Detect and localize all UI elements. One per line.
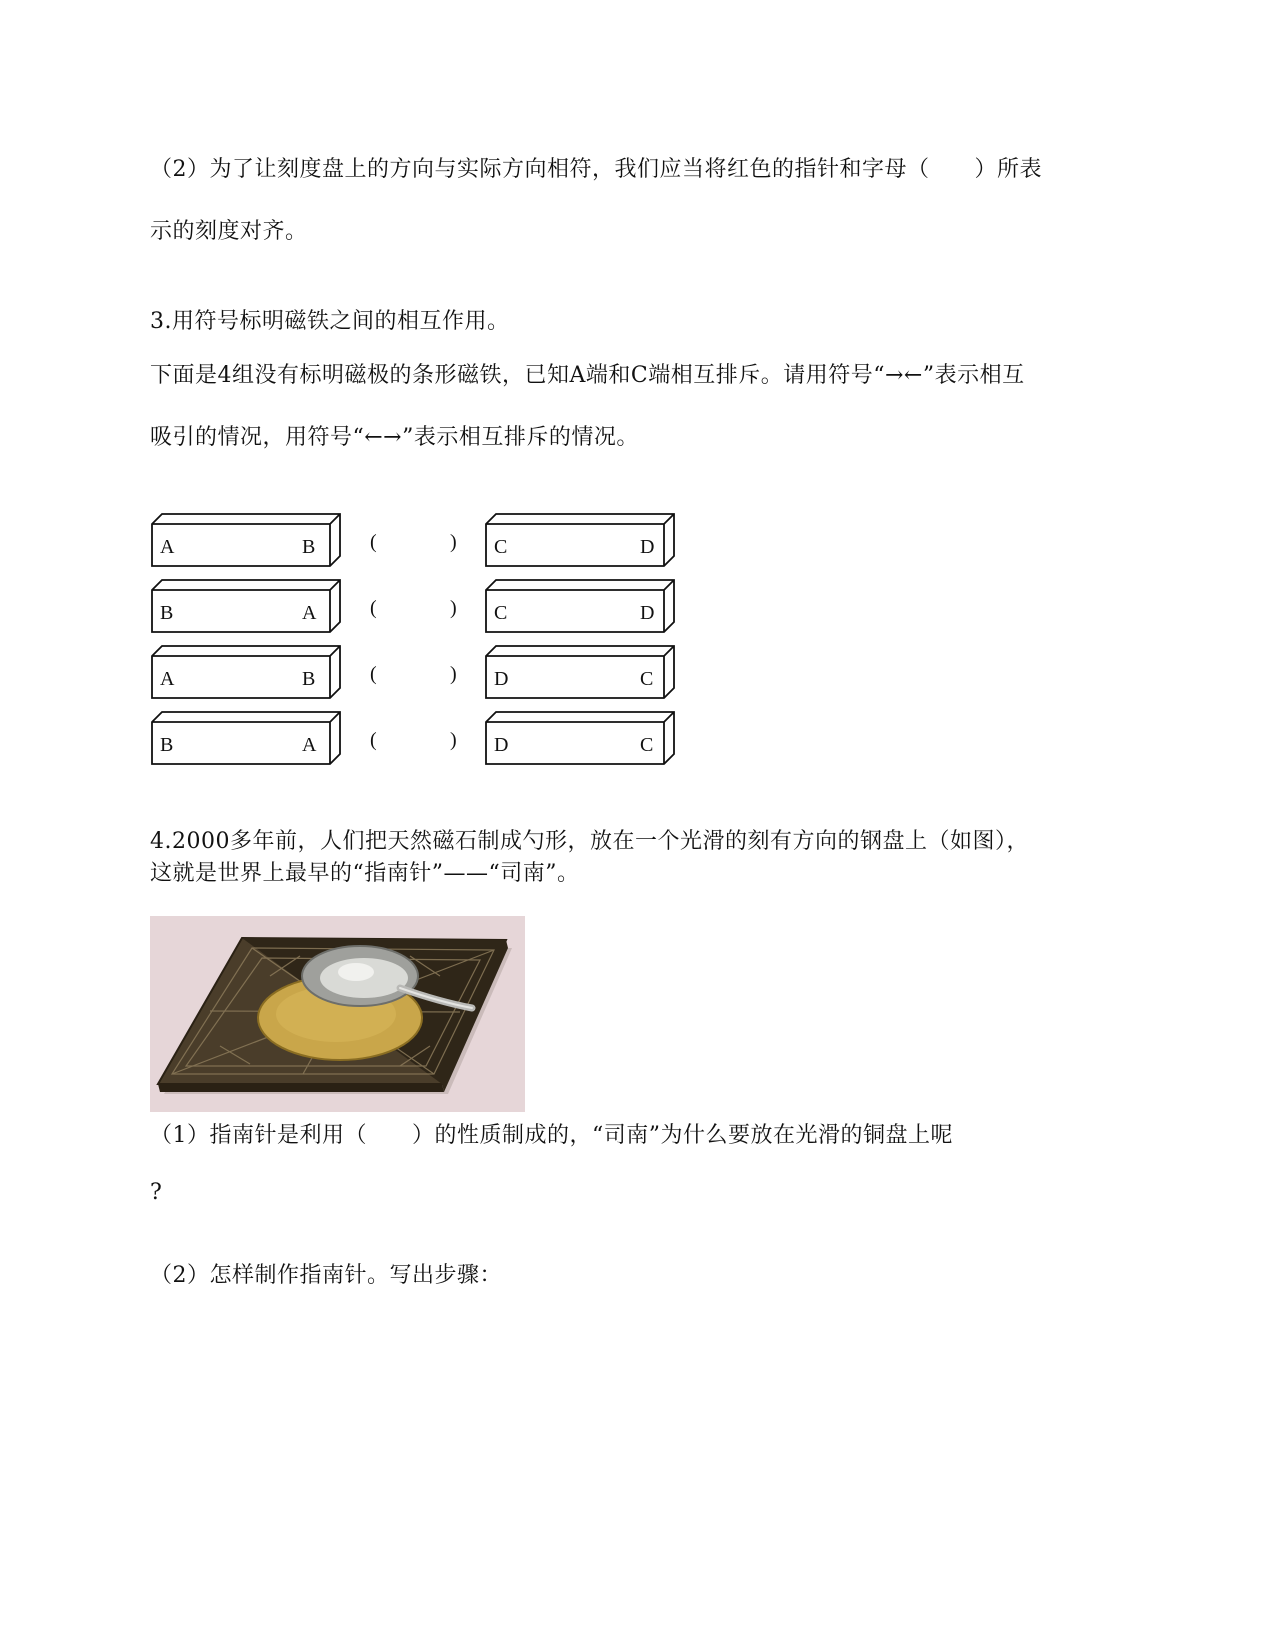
magnet-label: D [494, 668, 509, 690]
answer-paren-close: ) [450, 597, 457, 619]
q3-instruction-line1: 下面是4组没有标明磁极的条形磁铁，已知A端和C端相互排斥。请用符号“→←”表示相互 [150, 363, 1025, 388]
q4-part2: （2）怎样制作指南针。写出步骤： [150, 1263, 502, 1288]
answer-paren-open: ( [370, 663, 377, 685]
magnet-label: C [494, 602, 508, 624]
magnet-label: A [302, 734, 317, 756]
magnet-label: D [640, 602, 655, 624]
magnet-row-3 [152, 646, 674, 698]
answer-paren-close: ) [450, 531, 457, 553]
answer-paren-close: ) [450, 729, 457, 751]
answer-paren-open: ( [370, 531, 377, 553]
answer-paren-open: ( [370, 597, 377, 619]
answer-paren-open: ( [370, 729, 377, 751]
magnet-label: B [302, 536, 316, 558]
magnet-label: C [640, 668, 654, 690]
magnet-label: A [302, 602, 317, 624]
q4-part1-line1: （1）指南针是利用（ ）的性质制成的，“司南”为什么要放在光滑的铜盘上呢 [150, 1123, 953, 1148]
q4-intro-line1: 4.2000多年前，人们把天然磁石制成勺形，放在一个光滑的刻有方向的钢盘上（如图）， [150, 829, 1029, 854]
magnet-row-2 [152, 580, 674, 632]
magnet-label: C [640, 734, 654, 756]
q4-part1-line2: ? [150, 1180, 163, 1205]
q2-part2-line1: （2）为了让刻度盘上的方向与实际方向相符，我们应当将红色的指针和字母（ ）所表 [150, 157, 1043, 182]
sinan-compass-photo [150, 916, 525, 1112]
magnet-diagram [148, 508, 688, 768]
magnet-row-4 [152, 712, 674, 764]
magnet-label: B [302, 668, 316, 690]
magnet-label: B [160, 602, 174, 624]
magnet-label: C [494, 536, 508, 558]
magnet-label: A [160, 668, 175, 690]
magnet-label: A [160, 536, 175, 558]
magnet-label: B [160, 734, 174, 756]
q4-intro-line2: 这就是世界上最早的“指南针”——“司南”。 [150, 861, 580, 886]
q2-part2-line2: 示的刻度对齐。 [150, 219, 308, 244]
magnet-row-1 [152, 514, 674, 566]
magnet-label: D [494, 734, 509, 756]
q3-instruction-line2: 吸引的情况，用符号“←→”表示相互排斥的情况。 [150, 425, 639, 450]
magnet-label: D [640, 536, 655, 558]
answer-paren-close: ) [450, 663, 457, 685]
q3-title: 3.用符号标明磁铁之间的相互作用。 [150, 309, 510, 334]
